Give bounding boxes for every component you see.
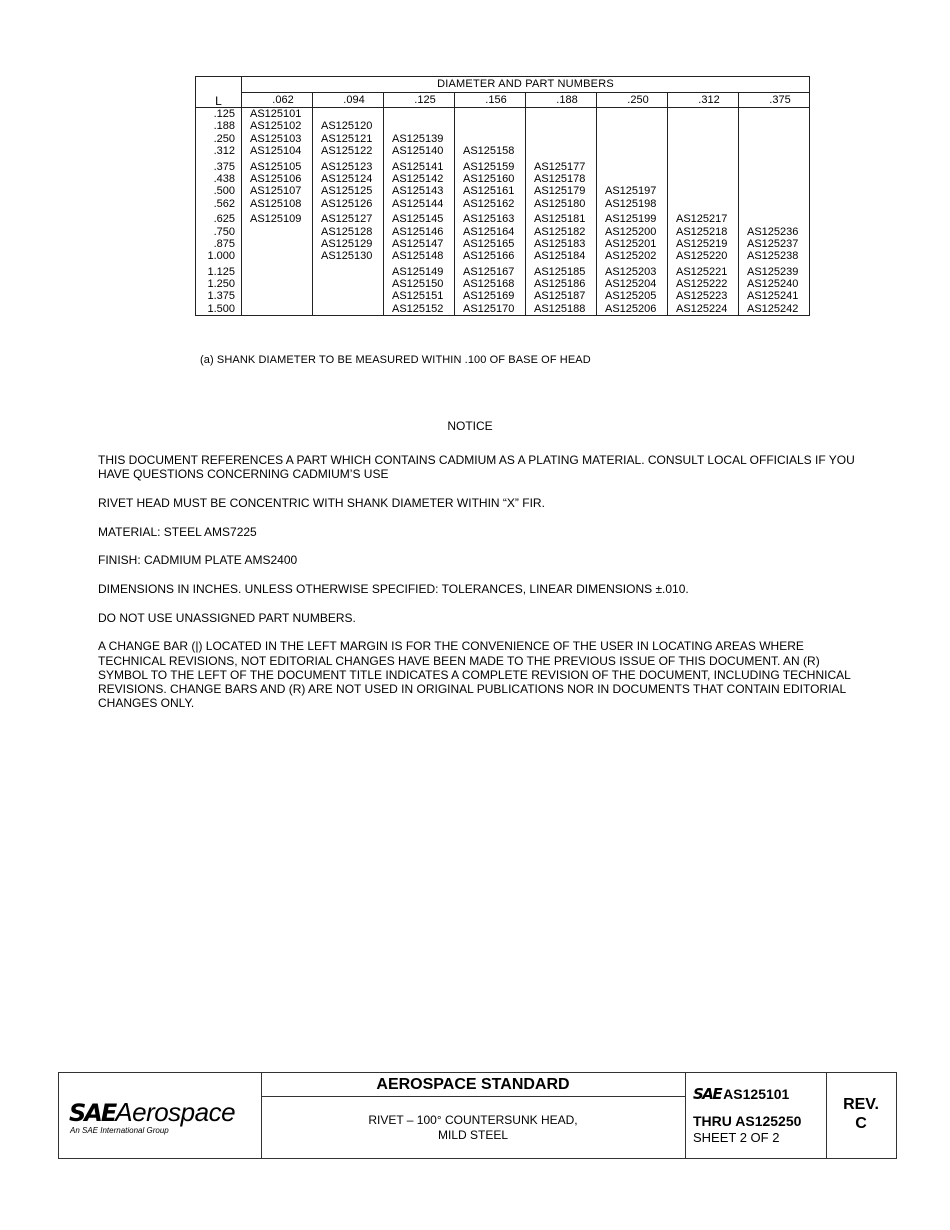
part-number-cell: AS125109 [250, 213, 302, 226]
document-number-cell [685, 1073, 827, 1158]
part-number-cell: AS125200 [605, 225, 657, 238]
part-number-cell [321, 108, 383, 120]
note-concentric: RIVET HEAD MUST BE CONCENTRIC WITH SHANK DIAMETER WITHIN “X” FIR. [98, 495, 545, 510]
part-number-column [455, 108, 526, 316]
part-number-cell: AS125101 [250, 108, 302, 120]
diameter-group-header: DIAMETER AND PART NUMBERS [242, 77, 810, 93]
part-number-cell: AS125242 [747, 302, 799, 315]
part-number-cell: AS125149 [392, 265, 444, 278]
part-number-cell [463, 120, 525, 132]
diameter-header: .250 [597, 93, 668, 108]
part-number-column [739, 108, 810, 316]
diameter-header: .062 [242, 93, 313, 108]
part-number-cell [321, 303, 383, 315]
note-finish: FINISH: CADMIUM PLATE AMS2400 [98, 553, 298, 568]
part-number-cell [676, 173, 738, 185]
part-number-cell [747, 213, 809, 225]
note-change-bar: A CHANGE BAR (|) LOCATED IN THE LEFT MARGIN IS FOR THE CONVENIENCE OF THE USER IN LOCATING AREAS WHERE TECHNICAL REVISIONS, NOT EDITORIAL CHANGES HAVE BEEN MADE TO THE PREVIOUS ISSUE OF THIS DOCUMENT. AN (R) SYMBOL TO THE LEFT OF THE DOCUMENT TITLE INDICATES A COMPLETE REVISION OF THE DOCUMENT, INCLUDING TECHNICAL REVISIONS. CHANGE BARS AND (R) ARE NOT USED IN ORIGINAL PUBLICATIONS NOR IN DOCUMENTS THAT CONTAIN EDITORIAL CHANGES ONLY. [98, 639, 851, 711]
sae-small-logo: SAE [693, 1085, 722, 1103]
note-cadmium: THIS DOCUMENT REFERENCES A PART WHICH CONTAINS CADMIUM AS A PLATING MATERIAL. CONSULT LOCAL OFFICIALS IF YOU HAVE QUESTIONS CONCERNING CADMIUM’S USE [98, 453, 855, 482]
part-number-cell: AS125183 [534, 237, 586, 250]
document-number-range: THRU AS125250 [693, 1113, 802, 1129]
part-number-cell: AS125186 [534, 278, 586, 291]
part-number-cell: AS125204 [605, 278, 657, 291]
part-number-column [313, 108, 384, 316]
part-number-cell: AS125108 [250, 197, 302, 210]
note-unassigned: DO NOT USE UNASSIGNED PART NUMBERS. [98, 610, 356, 625]
part-number-cell [534, 145, 596, 157]
part-number-cell [392, 120, 454, 132]
part-number-cell: AS125106 [250, 172, 302, 185]
part-number-cell [534, 133, 596, 145]
notice-notes [98, 453, 868, 725]
part-number-cell: AS125180 [534, 197, 586, 210]
part-number-cell: AS125150 [392, 278, 444, 291]
revision-cell [826, 1073, 896, 1158]
part-number-cell: AS125178 [534, 172, 586, 185]
part-number-cell [747, 108, 809, 120]
part-number-cell: AS125158 [463, 145, 515, 158]
note-material: MATERIAL: STEEL AMS7225 [98, 524, 257, 539]
document-number-start: AS125101 [723, 1086, 790, 1102]
part-number-cell: AS125104 [250, 145, 302, 158]
length-value: .625 [213, 213, 235, 226]
length-value: .188 [213, 120, 235, 133]
part-number-cell [463, 108, 525, 120]
length-value: 1.250 [207, 278, 235, 291]
part-number-cell: AS125170 [463, 302, 515, 315]
length-value: .500 [213, 185, 235, 198]
part-number-cell: AS125162 [463, 197, 515, 210]
length-column [196, 108, 242, 316]
diameter-header: .125 [384, 93, 455, 108]
part-number-cell: AS125224 [676, 302, 728, 315]
part-number-cell [747, 145, 809, 157]
part-number-cell: AS125240 [747, 278, 799, 291]
part-number-cell: AS125168 [463, 278, 515, 291]
part-number-cell [605, 108, 667, 120]
part-number-cell: AS125143 [392, 185, 444, 198]
part-number-cell [747, 185, 809, 197]
part-number-cell [321, 266, 383, 278]
part-number-cell: AS125122 [321, 145, 373, 158]
part-number-cell: AS125147 [392, 237, 444, 250]
sae-aerospace-logo [69, 1097, 235, 1135]
part-number-cell: AS125184 [534, 250, 586, 263]
part-number-cell: AS125103 [250, 132, 302, 145]
part-number-cell [250, 278, 312, 290]
note-dimensions: DIMENSIONS IN INCHES. UNLESS OTHERWISE SPECIFIED: TOLERANCES, LINEAR DIMENSIONS ±.010. [98, 582, 689, 597]
diameter-header-row [196, 93, 810, 108]
part-number-cell: AS125166 [463, 250, 515, 263]
part-number-cell [463, 133, 525, 145]
part-number-cell [676, 185, 738, 197]
part-number-cell: AS125188 [534, 302, 586, 315]
part-number-cell [747, 120, 809, 132]
part-number-cell: AS125185 [534, 265, 586, 278]
part-number-cell: AS125182 [534, 225, 586, 238]
document-number-first [693, 1085, 789, 1103]
part-number-column [384, 108, 455, 316]
part-number-cell: AS125236 [747, 225, 799, 238]
part-number-cell: AS125141 [392, 160, 444, 173]
part-number-cell: AS125238 [747, 250, 799, 263]
part-number-cell: AS125181 [534, 213, 586, 226]
diameter-header: .312 [668, 93, 739, 108]
part-number-cell: AS125222 [676, 278, 728, 291]
part-number-cell: AS125151 [392, 290, 444, 303]
part-number-cell: AS125187 [534, 290, 586, 303]
part-number-cell: AS125169 [463, 290, 515, 303]
length-value: .438 [213, 172, 235, 185]
part-number-cell: AS125206 [605, 302, 657, 315]
part-number-cell: AS125125 [321, 185, 373, 198]
part-number-cell: AS125198 [605, 197, 657, 210]
part-number-cell: AS125120 [321, 120, 373, 133]
part-number-cell: AS125107 [250, 185, 302, 198]
part-number-cell: AS125201 [605, 237, 657, 250]
part-number-cell: AS125145 [392, 213, 444, 226]
part-number-cell: AS125197 [605, 185, 657, 198]
part-number-column [526, 108, 597, 316]
part-number-cell [605, 161, 667, 173]
length-value: 1.125 [207, 265, 235, 278]
part-number-table [195, 76, 810, 316]
logo-sae-mark: SAE [69, 1099, 116, 1127]
part-number-cell: AS125140 [392, 145, 444, 158]
part-number-cell: AS125239 [747, 265, 799, 278]
part-number-cell [676, 161, 738, 173]
part-number-cell [605, 145, 667, 157]
table-body-row [196, 108, 810, 316]
part-number-cell: AS125219 [676, 237, 728, 250]
length-value: 1.500 [207, 302, 235, 315]
document-title-line1: RIVET – 100° COUNTERSUNK HEAD, [368, 1113, 578, 1127]
revision-label: REV. [843, 1096, 879, 1113]
part-number-cell [676, 133, 738, 145]
document-title-line2: MILD STEEL [437, 1128, 509, 1142]
title-cell [261, 1073, 686, 1158]
part-number-column [597, 108, 668, 316]
part-number-cell [321, 290, 383, 302]
part-number-cell: AS125218 [676, 225, 728, 238]
part-number-cell: AS125205 [605, 290, 657, 303]
logo-wordmark: Aerospace [115, 1097, 236, 1127]
part-number-cell [605, 173, 667, 185]
part-number-cell: AS125139 [392, 132, 444, 145]
part-number-cell [250, 303, 312, 315]
part-number-column [242, 108, 313, 316]
length-value: .312 [213, 145, 235, 158]
part-number-cell: AS125142 [392, 172, 444, 185]
part-number-cell: AS125179 [534, 185, 586, 198]
part-number-cell: AS125121 [321, 132, 373, 145]
part-number-cell: AS125202 [605, 250, 657, 263]
diameter-header: .188 [526, 93, 597, 108]
part-number-cell [676, 108, 738, 120]
document-type: AEROSPACE STANDARD [261, 1073, 685, 1097]
length-value: .250 [213, 132, 235, 145]
revision-value: C [855, 1115, 867, 1132]
logo-cell [59, 1073, 262, 1158]
diameter-header: .375 [739, 93, 810, 108]
part-number-cell: AS125146 [392, 225, 444, 238]
part-number-column [668, 108, 739, 316]
part-number-cell: AS125217 [676, 213, 728, 226]
table-footnote: (a) SHANK DIAMETER TO BE MEASURED WITHIN .100 OF BASE OF HEAD [200, 354, 591, 366]
part-number-cell: AS125167 [463, 265, 515, 278]
length-value: 1.375 [207, 290, 235, 303]
part-number-cell: AS125123 [321, 160, 373, 173]
part-number-cell: AS125159 [463, 160, 515, 173]
part-number-cell: AS125221 [676, 265, 728, 278]
part-number-cell [392, 108, 454, 120]
part-number-cell: AS125144 [392, 197, 444, 210]
title-block [58, 1072, 897, 1159]
part-number-cell [676, 198, 738, 210]
part-number-cell: AS125148 [392, 250, 444, 263]
part-number-cell [250, 226, 312, 238]
logo-tagline: An SAE International Group [70, 1126, 169, 1135]
part-number-cell: AS125203 [605, 265, 657, 278]
part-number-cell: AS125160 [463, 172, 515, 185]
sheet-number: SHEET 2 OF 2 [693, 1130, 780, 1145]
document-title [261, 1097, 685, 1143]
part-number-cell [534, 108, 596, 120]
part-number-cell [676, 120, 738, 132]
part-number-cell [747, 133, 809, 145]
part-number-cell: AS125237 [747, 237, 799, 250]
part-number-cell: AS125223 [676, 290, 728, 303]
part-number-cell [747, 173, 809, 185]
part-number-cell: AS125177 [534, 160, 586, 173]
length-value: .750 [213, 225, 235, 238]
part-number-cell: AS125164 [463, 225, 515, 238]
diameter-header: .156 [455, 93, 526, 108]
part-number-cell [747, 198, 809, 210]
part-number-cell [605, 120, 667, 132]
part-number-cell [250, 290, 312, 302]
part-number-cell: AS125163 [463, 213, 515, 226]
part-number-cell: AS125161 [463, 185, 515, 198]
part-number-cell: AS125165 [463, 237, 515, 250]
part-number-cell [676, 145, 738, 157]
part-number-cell: AS125220 [676, 250, 728, 263]
part-number-cell: AS125241 [747, 290, 799, 303]
length-value: .875 [213, 237, 235, 250]
part-number-cell: AS125128 [321, 225, 373, 238]
part-number-cell: AS125129 [321, 237, 373, 250]
part-number-cell: AS125124 [321, 172, 373, 185]
diameter-header: .094 [313, 93, 384, 108]
length-value: .125 [213, 108, 235, 120]
length-value: .562 [213, 197, 235, 210]
part-number-cell: AS125127 [321, 213, 373, 226]
notice-title: NOTICE [447, 419, 493, 433]
part-number-cell: AS125152 [392, 302, 444, 315]
length-value: .375 [213, 160, 235, 173]
length-value: 1.000 [207, 250, 235, 263]
part-number-cell: AS125199 [605, 213, 657, 226]
part-number-cell [250, 238, 312, 250]
part-number-cell [321, 278, 383, 290]
part-number-cell: AS125130 [321, 250, 373, 263]
part-number-cell [250, 266, 312, 278]
part-number-cell [747, 161, 809, 173]
part-number-cell [250, 250, 312, 262]
part-number-cell: AS125102 [250, 120, 302, 133]
part-number-cell [605, 133, 667, 145]
part-number-cell: AS125105 [250, 160, 302, 173]
length-column-header: L [196, 77, 242, 108]
part-number-cell: AS125126 [321, 197, 373, 210]
part-number-cell [534, 120, 596, 132]
